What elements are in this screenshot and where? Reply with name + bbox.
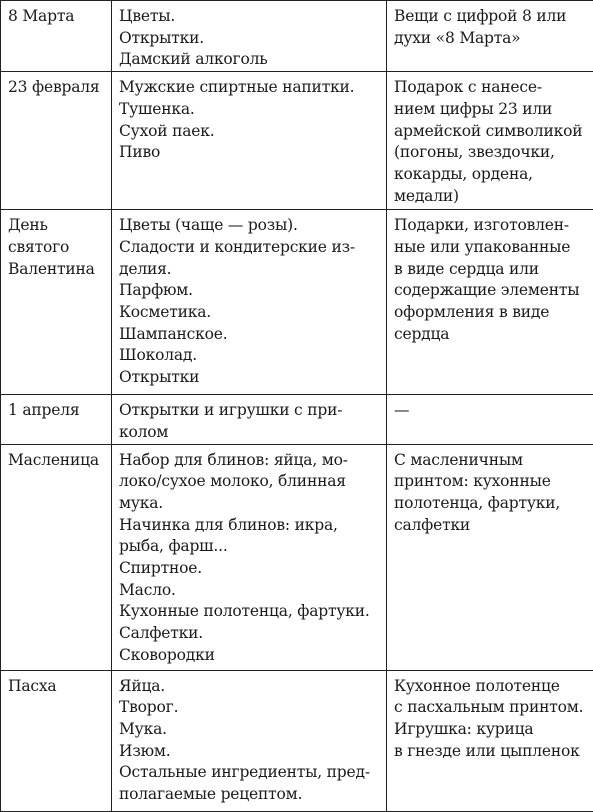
goods-cell	[112, 1, 387, 72]
table-row	[1, 72, 593, 210]
goods-cell-line: Мужские спиртные напитки.	[119, 77, 380, 99]
design-cell	[387, 670, 593, 811]
goods-cell-line: Салфетки.	[119, 623, 380, 645]
goods-cell-line: Набор для блинов: яйца, мо-	[119, 450, 380, 472]
goods-cell-line: Изюм.	[119, 741, 380, 763]
holiday-cell-line: День	[8, 215, 105, 237]
design-cell-line: —	[394, 400, 588, 422]
design-cell-line: (погоны, звездочки,	[394, 142, 588, 164]
goods-cell-line: Яйца.	[119, 676, 380, 698]
holiday-cell-line: 8 Марта	[8, 6, 105, 28]
goods-cell-line: колом	[119, 422, 380, 444]
goods-cell-line: Цветы (чаще — розы).	[119, 215, 380, 237]
holiday-cell	[1, 1, 112, 72]
design-cell-line: с пасхальным принтом.	[394, 697, 588, 719]
table-row	[1, 395, 593, 444]
goods-cell	[112, 670, 387, 811]
design-cell-line: содержащие элементы	[394, 280, 588, 302]
design-cell-line: нием цифры 23 или	[394, 99, 588, 121]
table-row	[1, 1, 593, 72]
holiday-cell-line: Валентина	[8, 259, 105, 281]
design-cell-line: кокарды, ордена,	[394, 164, 588, 186]
goods-cell-line: Сковородки	[119, 645, 380, 667]
design-cell-line: в гнезде или цыпленок	[394, 741, 588, 763]
goods-cell-line: делия.	[119, 259, 380, 281]
table-row	[1, 444, 593, 670]
table-row	[1, 670, 593, 811]
goods-cell-line: Остальные ингредиенты, пред-	[119, 762, 380, 784]
goods-cell-line: Пиво	[119, 142, 380, 164]
goods-cell-line: Начинка для блинов: икра,	[119, 515, 380, 537]
design-cell-line: ные или упакованные	[394, 237, 588, 259]
holiday-cell	[1, 670, 112, 811]
goods-cell-line: полагаемые рецептом.	[119, 784, 380, 806]
holiday-cell	[1, 395, 112, 444]
goods-cell-line: Открытки	[119, 367, 380, 389]
design-cell	[387, 210, 593, 395]
goods-cell-line: Спиртное.	[119, 558, 380, 580]
design-cell-line: духи «8 Марта»	[394, 28, 588, 50]
goods-cell	[112, 444, 387, 670]
goods-cell-line: Цветы.	[119, 6, 380, 28]
holiday-cell	[1, 72, 112, 210]
design-cell-line: сердца	[394, 324, 588, 346]
holiday-cell-line: 1 апреля	[8, 400, 105, 422]
design-cell-line: Вещи с цифрой 8 или	[394, 6, 588, 28]
design-cell-line: армейской символикой	[394, 121, 588, 143]
goods-cell-line: Шампанское.	[119, 324, 380, 346]
goods-cell-line: мука.	[119, 493, 380, 515]
design-cell-line: медали)	[394, 186, 588, 208]
goods-cell-line: Тушенка.	[119, 99, 380, 121]
table-row	[1, 210, 593, 395]
design-cell	[387, 72, 593, 210]
design-cell	[387, 1, 593, 72]
design-cell-line: Подарок с нанесе-	[394, 77, 588, 99]
design-cell	[387, 444, 593, 670]
holiday-cell	[1, 210, 112, 395]
goods-cell-line: Косметика.	[119, 302, 380, 324]
goods-cell-line: Открытки и игрушки с при-	[119, 400, 380, 422]
goods-cell-line: Сладости и кондитерские из-	[119, 237, 380, 259]
holiday-cell-line: Пасха	[8, 676, 105, 698]
design-cell-line: оформления в виде	[394, 302, 588, 324]
design-cell-line: в виде сердца или	[394, 259, 588, 281]
design-cell-line: салфетки	[394, 515, 588, 537]
holiday-cell-line: Масленица	[8, 450, 105, 472]
goods-cell-line: Мука.	[119, 719, 380, 741]
goods-cell-line: локо/сухое молоко, блинная	[119, 471, 380, 493]
design-cell-line: Кухонное полотенце	[394, 676, 588, 698]
design-cell-line: Подарки, изготовлен-	[394, 215, 588, 237]
goods-cell-line: Открытки.	[119, 28, 380, 50]
goods-cell-line: Сухой паек.	[119, 121, 380, 143]
design-cell	[387, 395, 593, 444]
holiday-cell-line: 23 февраля	[8, 77, 105, 99]
goods-cell	[112, 72, 387, 210]
goods-cell	[112, 395, 387, 444]
goods-cell-line: Масло.	[119, 580, 380, 602]
goods-cell-line: Кухонные полотенца, фартуки.	[119, 601, 380, 623]
goods-cell-line: Парфюм.	[119, 280, 380, 302]
design-cell-line: полотенца, фартуки,	[394, 493, 588, 515]
goods-cell-line: Дамский алкоголь	[119, 49, 380, 71]
design-cell-line: Игрушка: курица	[394, 719, 588, 741]
goods-cell	[112, 210, 387, 395]
goods-cell-line: Шоколад.	[119, 345, 380, 367]
holiday-cell	[1, 444, 112, 670]
design-cell-line: С масленичным	[394, 450, 588, 472]
holiday-cell-line: святого	[8, 237, 105, 259]
design-cell-line: принтом: кухонные	[394, 471, 588, 493]
goods-cell-line: Творог.	[119, 697, 380, 719]
table-body	[1, 1, 593, 812]
goods-cell-line: рыба, фарш...	[119, 536, 380, 558]
